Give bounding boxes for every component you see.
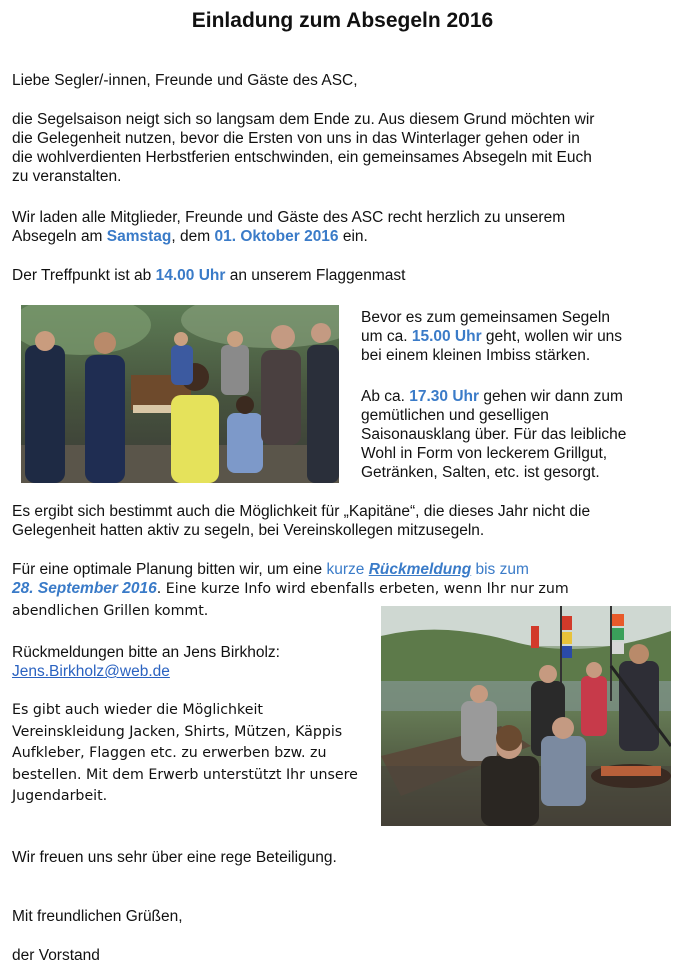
- intro-line: die wohlverdienten Herbstferien entschwinden, ein gemeinsames Absegeln mit Euch: [12, 149, 592, 166]
- merch-paragraph: Es gibt auch wieder die Möglichkeit Vereinskleidung Jacken, Shirts, Mützen, Käppis Aufkleber, Flaggen etc. zu erwerben bzw. zu bestellen. Mit dem Erwerb unterstützt Ihr unsere Jugendarbeit.: [12, 702, 358, 804]
- event-day: Samstag: [106, 228, 172, 245]
- page-title: Einladung zum Absegeln 2016: [191, 9, 494, 32]
- signature: der Vorstand: [12, 947, 100, 964]
- sailing-paragraph: Bevor es zum gemeinsamen Segeln um ca. 15.00 Uhr geht, wollen wir uns bei einem kleinen Imbiss stärken.: [361, 309, 623, 364]
- intro-line: die Gelegenheit nutzen, bevor die Ersten von uns in das Winterlager gehen oder in: [12, 130, 580, 147]
- closing-line: Wir freuen uns sehr über eine rege Beteiligung.: [12, 849, 337, 866]
- evening-paragraph: Ab ca. 17.30 Uhr gehen wir dann zum gemütlichen und geselligen Saisonausklang über. Für das leibliche Wohl in Form von leckerem Grillgut, Getränken, Salten, etc. ist gesorgt.: [361, 388, 627, 481]
- event-photo-grill: [381, 606, 671, 826]
- email-link[interactable]: Jens.Birkholz@web.de: [12, 663, 170, 680]
- captains-paragraph: Es ergibt sich bestimmt auch die Möglichkeit für „Kapitäne“, die dieses Jahr nicht die Gelegenheit hatten aktiv zu segeln, bei Vereinskollegen mitzusegeln.: [12, 503, 591, 539]
- regards-line: Mit freundlichen Grüßen,: [12, 908, 183, 925]
- meeting-line: Der Treffpunkt ist ab 14.00 Uhr an unserem Flaggenmast: [12, 267, 406, 284]
- evening-time: 17.30 Uhr: [409, 388, 480, 405]
- intro-line: die Segelsaison neigt sich so langsam dem Ende zu. Aus diesem Grund möchten wir: [12, 111, 595, 128]
- planning-paragraph: Für eine optimale Planung bitten wir, um eine kurze Rückmeldung bis zum 28. September 2016. Eine kurze Info wird ebenfalls erbeten, wenn Ihr nur zum abendlichen Grillen kommt.: [12, 561, 569, 619]
- invite-line: Wir laden alle Mitglieder, Freunde und Gäste des ASC recht herzlich zu unserem: [12, 209, 566, 226]
- event-photo-buffet: [21, 305, 339, 483]
- event-date: 01. Oktober 2016: [214, 228, 339, 245]
- contact-label: Rückmeldungen bitte an Jens Birkholz:: [12, 644, 280, 661]
- contact-block: [12, 643, 372, 681]
- intro-paragraph: [12, 110, 672, 186]
- meeting-time: 14.00 Uhr: [155, 267, 226, 284]
- deadline-date: 28. September 2016: [12, 580, 157, 597]
- invite-paragraph: [12, 208, 672, 246]
- greeting: Liebe Segler/-innen, Freunde und Gäste des ASC,: [12, 72, 358, 89]
- intro-line: zu veranstalten.: [12, 168, 122, 185]
- rueckmeldung-emphasis: Rückmeldung: [368, 561, 472, 578]
- invite-line: Absegeln am Samstag, dem 01. Oktober 2016 ein.: [12, 228, 368, 245]
- sailing-time: 15.00 Uhr: [411, 328, 482, 345]
